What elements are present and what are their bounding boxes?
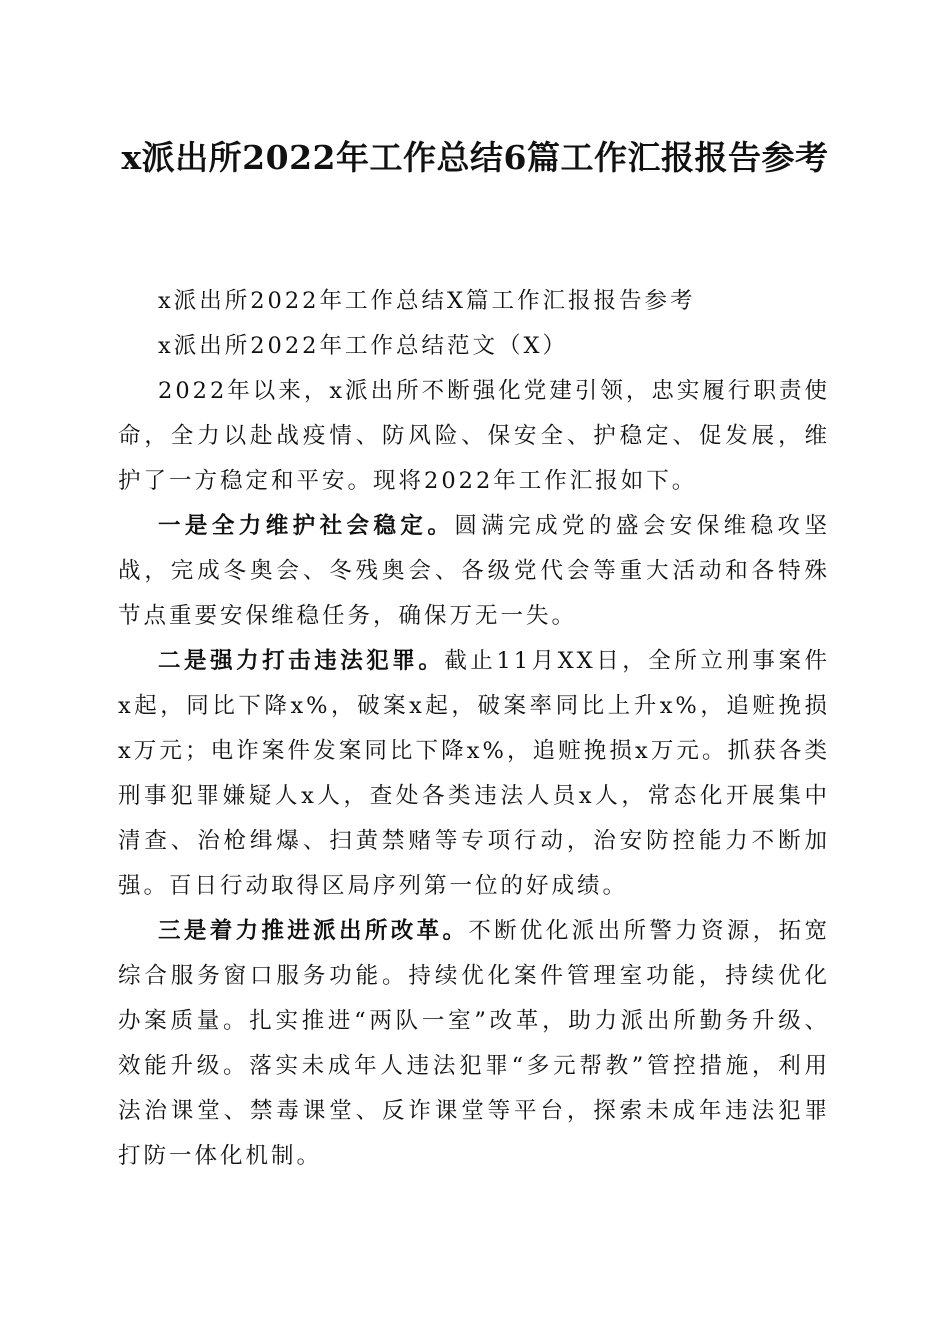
paragraph-lead: 一是全力维护社会稳定。 [158,513,455,539]
document-body [118,279,830,1179]
paragraph-crime [118,639,830,909]
document-subtitle: x派出所2022年工作总结X篇工作汇报报告参考 [158,288,696,314]
paragraph-text: 不断优化派出所警力资源，拓宽综合服务窗口服务功能。持续优化案件管理室功能，持续优化办案质量。扎实推进“两队一室”改革，助力派出所勤务升级、效能升级。落实未成年人违法犯罪“多元帮教”管控措施，利用法治课堂、禁毒课堂、反诈课堂等平台，探索未成年违法犯罪打防一体化机制。 [118,918,830,1169]
paragraph-lead: 二是强力打击违法犯罪。 [158,648,445,674]
document-title: x派出所2022年工作总结6篇工作汇报报告参考 [121,138,829,177]
paragraph-text: 圆满完成党的盛会安保维稳攻坚战，完成冬奥会、冬残奥会、各级党代会等重大活动和各特殊节点重要安保维稳任务，确保万无一失。 [118,513,830,629]
paragraph-lead: 三是着力推进派出所改革。 [158,918,469,944]
section-heading: x派出所2022年工作总结范文（X） [158,333,568,359]
paragraph-reform [118,909,830,1179]
intro-paragraph: 2022年以来，x派出所不断强化党建引领，忠实履行职责使命，全力以赴战疫情、防风险、保安全、护稳定、促发展，维护了一方稳定和平安。现将2022年工作汇报如下。 [118,378,830,494]
paragraph-text: 截止11月XX日，全所立刑事案件x起，同比下降x%，破案x起，破案率同比上升x%，追赃挽损x万元；电诈案件发案同比下降x%，追赃挽损x万元。抓获各类刑事犯罪嫌疑人x人，查处各类违法人员x人，常态化开展集中清查、治枪缉爆、扫黄禁赌等专项行动，治安防控能力不断加强。百日行动取得区局序列第一位的好成绩。 [118,648,830,899]
paragraph-stability [118,504,830,639]
